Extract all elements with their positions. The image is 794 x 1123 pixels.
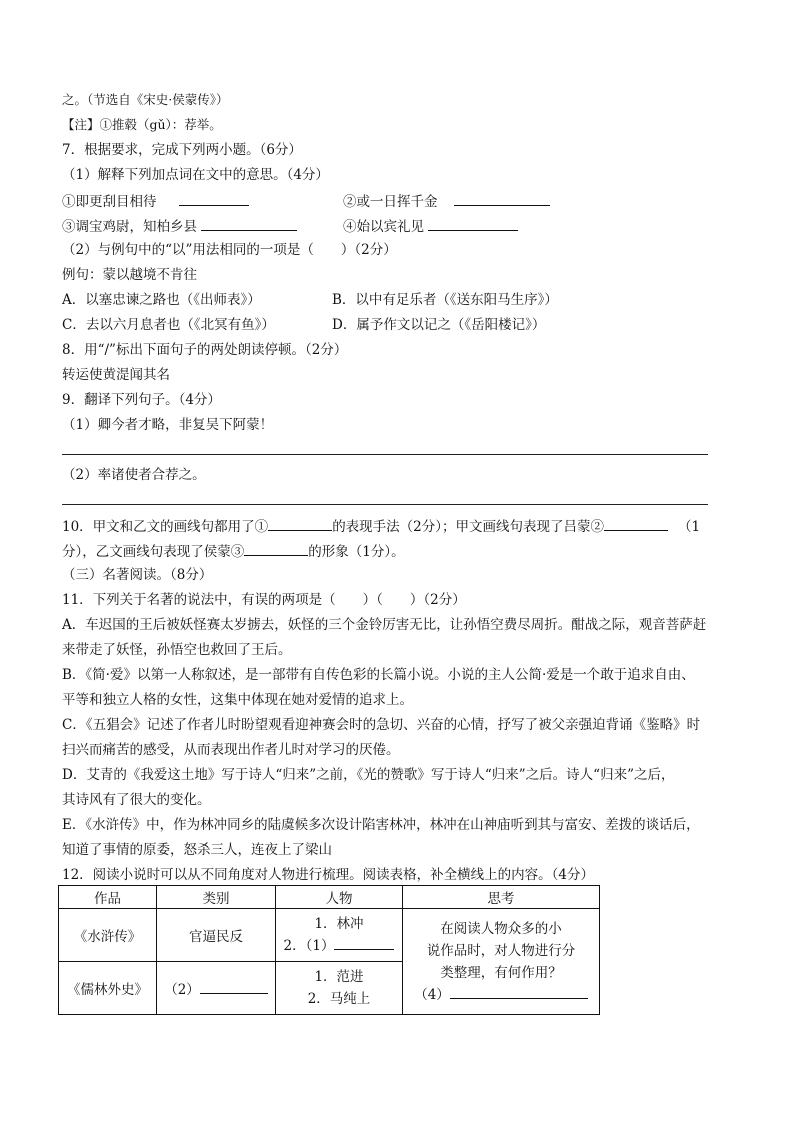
- annotation-note: 【注】①推毂（gǔ）：荐举。: [62, 117, 222, 132]
- q7-item-a: [62, 191, 249, 211]
- option-d: D．属予作文以记之（《岳阳楼记》）: [332, 317, 546, 333]
- q11-option-c-cont: 扫兴而痛苦的感受，从而表现出作者儿时对学习的厌倦。: [62, 742, 400, 758]
- table-header: 思考: [403, 886, 600, 909]
- question-8-sentence: 转运使黄湜闻其名: [62, 367, 170, 383]
- q11-option-e-cont: 知道了事情的原委，怒杀三人，连夜上了梁山: [62, 842, 332, 858]
- answer-blank[interactable]: [454, 191, 550, 206]
- q10-text-2: 的表现手法（2分）；甲文画线句表现了吕蒙②: [332, 519, 605, 535]
- answer-blank[interactable]: [604, 516, 668, 531]
- table-header-row: [59, 886, 600, 909]
- q11-option-d-cont: 其诗风有了很大的变化。: [62, 792, 211, 808]
- q10-text-4: 分），乙文画线句表现了侯蒙③: [62, 544, 245, 560]
- q7-item-d-text: ④始以宾礼见: [343, 219, 424, 235]
- q7-item-d: [343, 216, 518, 236]
- example-sentence: 例句：蒙以越境不肯往: [62, 267, 197, 283]
- q7-item-b-text: ②或一日挥千金: [343, 194, 438, 210]
- q7-item-c-text: ③调宝鸡尉，知柏乡县: [62, 219, 197, 235]
- answer-blank[interactable]: [200, 979, 268, 994]
- question-10-line2: [62, 541, 405, 561]
- thinking-answer: （4）: [403, 984, 599, 1006]
- q11-option-c: C．《五猖会》记述了作者儿时盼望观看迎神赛会时的急切、兴奋的心情，抒写了被父亲强迫背诵《鉴略》时: [62, 717, 701, 733]
- q10-text-1: 10．甲文和乙文的画线句都用了①: [62, 519, 269, 535]
- answer-blank[interactable]: [334, 935, 394, 950]
- q7-item-a-text: ①即更刮目相待: [62, 194, 157, 210]
- character-item: 2．（1）: [276, 935, 402, 957]
- question-10-line1: [62, 516, 700, 536]
- option-a: A．以塞忠谏之路也（《出师表》）: [62, 292, 261, 308]
- question-9-2: （2）率诸使者合荐之。: [62, 467, 206, 483]
- table-cell-thinking: [403, 909, 600, 1015]
- q10-text-5: 的形象（1分）。: [308, 544, 405, 560]
- table-cell: 《水浒传》: [59, 909, 157, 962]
- answer-blank[interactable]: [179, 191, 249, 206]
- answer-line[interactable]: [62, 454, 708, 455]
- q11-option-b: B．《简·爱》以第一人称叙述，是一部带有自传色彩的长篇小说。小说的主人公简·爱是一个敢于追求自由、: [62, 667, 695, 683]
- section-3-heading: （三）名著阅读。（8分）: [62, 567, 213, 583]
- q11-option-d: D．艾青的《我爱这土地》写于诗人“归来”之前，《光的赞歌》写于诗人“归来”之后。诗人“归来”之后，: [62, 767, 675, 783]
- table-cell: 官逼民反: [157, 909, 276, 962]
- answer-blank[interactable]: [244, 541, 308, 556]
- question-8: 8．用“/”标出下面句子的两处朗读停顿。（2分）: [62, 342, 348, 358]
- answer-line[interactable]: [62, 504, 708, 505]
- question-7-1: （1）解释下列加点词在文中的意思。（4分）: [62, 167, 329, 183]
- character-item: 1．范进: [314, 969, 364, 985]
- text-line: 之。（节选自《宋史·侯蒙传》）: [62, 92, 229, 107]
- q11-option-a: A．车迟国的王后被妖怪赛太岁掳去，妖怪的三个金铃厉害无比，让孙悟空费尽周折。酣战之际，观音菩萨赶: [62, 617, 707, 633]
- table-header: 类别: [157, 886, 276, 909]
- character-item: 2．马纯上: [307, 991, 371, 1007]
- table-header: 人物: [276, 886, 403, 909]
- character-table: [58, 885, 600, 1015]
- thinking-text: 类整理，有何作用？: [440, 964, 562, 981]
- question-9: 9．翻译下列句子。（4分）: [62, 392, 221, 408]
- answer-blank[interactable]: [201, 216, 297, 231]
- table-cell: [276, 909, 403, 962]
- option-b: B．以中有足乐者（《送东阳马生序》）: [332, 292, 558, 308]
- q7-item-c: [62, 216, 297, 236]
- question-7: 7．根据要求，完成下列两小题。（6分）: [62, 142, 302, 158]
- q11-option-e: E．《水浒传》中，作为林冲同乡的陆虞候多次设计陷害林冲，林冲在山神庙听到其与富安、差拨的谈话后，: [62, 817, 700, 833]
- thinking-text: 在阅读人物众多的小: [440, 920, 562, 937]
- character-item: 1．林冲: [314, 916, 364, 932]
- question-7-2: （2）与例句中的“以”用法相同的一项是（ ）（2分）: [62, 242, 397, 258]
- question-11: 11．下列关于名著的说法中，有误的两项是（ ）（ ）（2分）: [62, 592, 466, 608]
- question-12: 12．阅读小说时可以从不同角度对人物进行梳理。阅读表格，补全横线上的内容。（4分）: [62, 867, 595, 883]
- answer-blank[interactable]: [450, 984, 588, 999]
- table-cell: 《儒林外史》: [59, 962, 157, 1015]
- answer-blank[interactable]: [268, 516, 332, 531]
- table-cell: （2）: [157, 962, 276, 1015]
- answer-blank[interactable]: [428, 216, 518, 231]
- table-row: [59, 909, 600, 962]
- q11-option-a-cont: 来带走了妖怪，孙悟空也救回了王后。: [62, 642, 292, 658]
- q10-text-3: （1: [678, 519, 701, 535]
- table-header: 作品: [59, 886, 157, 909]
- q7-item-b: [343, 191, 550, 211]
- option-c: C．去以六月息者也（《北冥有鱼》）: [62, 317, 275, 333]
- thinking-text: 说作品时，对人物进行分: [426, 942, 576, 959]
- table-cell: [276, 962, 403, 1015]
- question-9-1: （1）卿今者才略，非复吴下阿蒙！: [62, 417, 274, 433]
- q11-option-b-cont: 平等和独立人格的女性，这集中体现在她对爱情的追求上。: [62, 692, 413, 708]
